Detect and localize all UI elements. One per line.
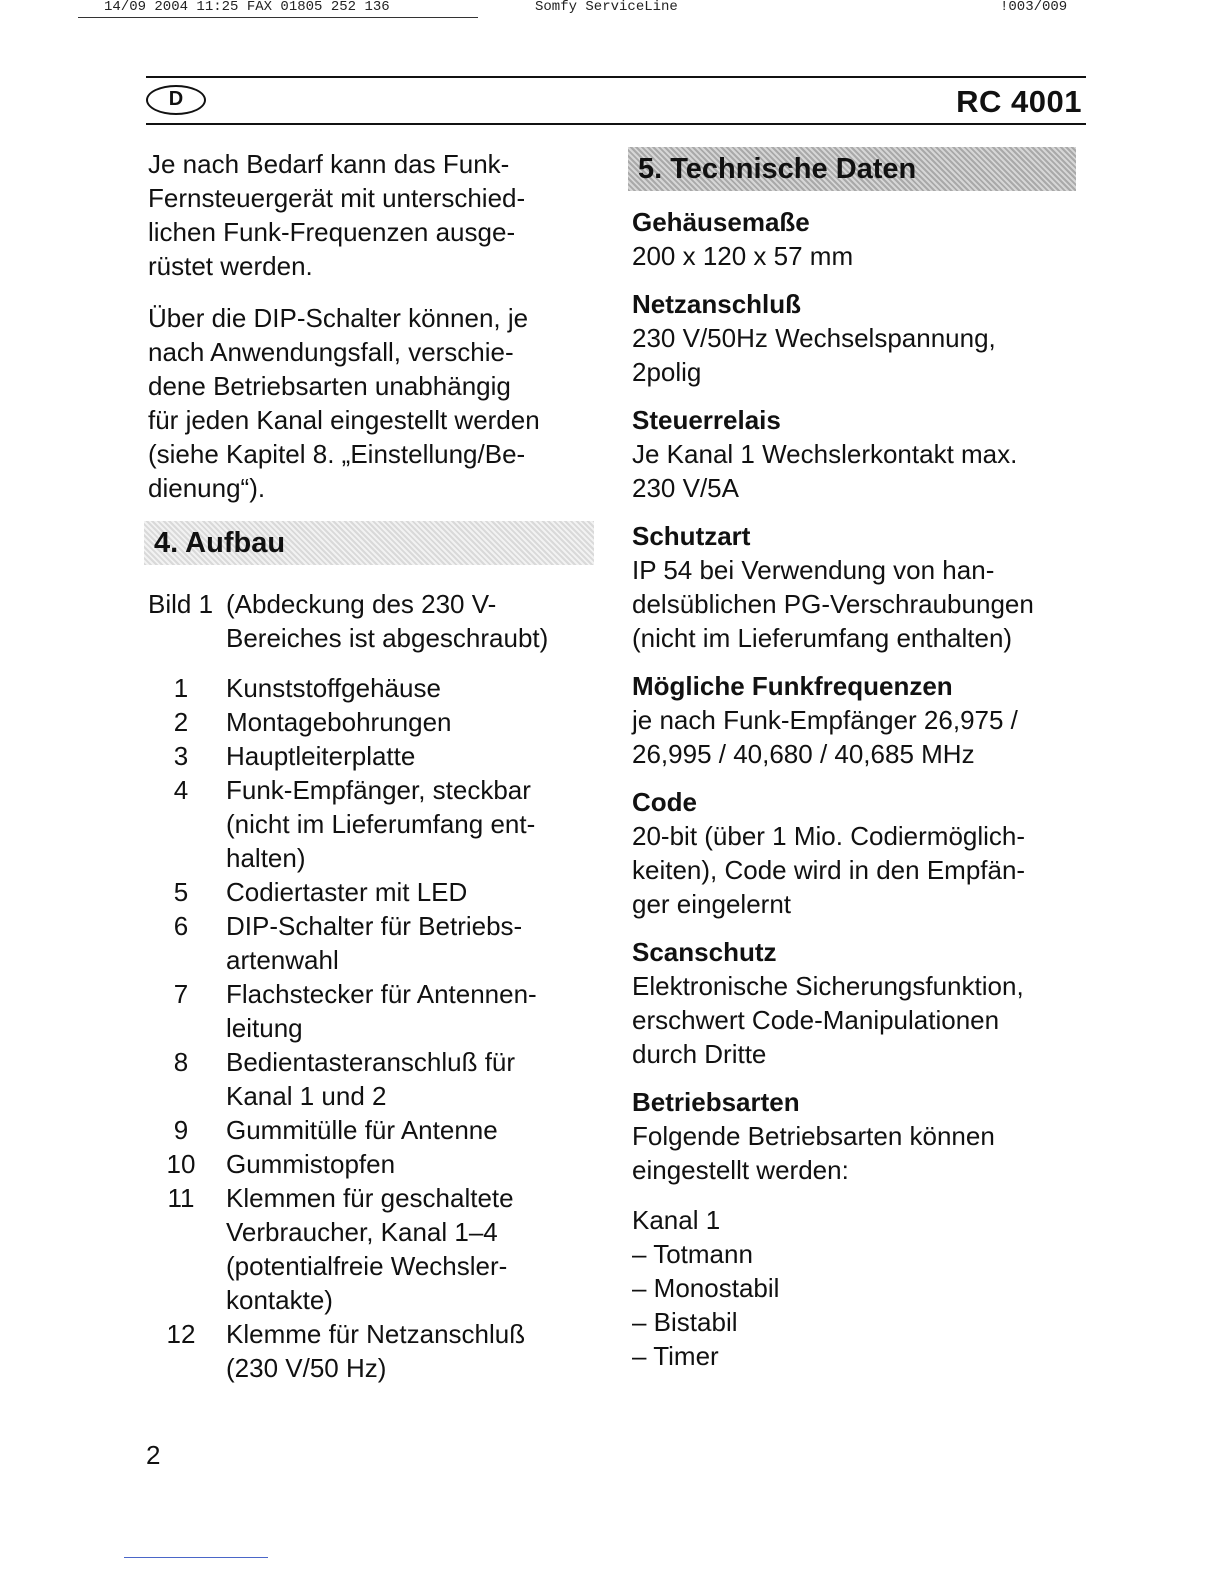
list-item bbox=[148, 705, 608, 739]
channel-label: Kanal 1 bbox=[632, 1205, 721, 1235]
page-number: 2 bbox=[146, 1440, 161, 1470]
spec-block bbox=[632, 785, 1092, 921]
part-number: 11 bbox=[167, 1183, 195, 1213]
operating-modes bbox=[632, 1203, 1092, 1373]
header-top-rule bbox=[146, 76, 1086, 78]
spec-text: Je Kanal 1 Wechslerkontakt max. 230 V/5A bbox=[632, 439, 1018, 503]
part-number: 9 bbox=[173, 1115, 189, 1145]
spec-title: Steuerrelais bbox=[632, 405, 781, 435]
spec-text: 20-bit (über 1 Mio. Codiermöglich- keiten), Code wird in den Empfän- ger eingelernt bbox=[632, 821, 1026, 919]
mode-item: – Bistabil bbox=[632, 1307, 738, 1337]
part-text: Klemmen für geschaltete Verbraucher, Kanal 1–4 (potentialfreie Wechsler- kontakte) bbox=[226, 1183, 514, 1315]
part-text: Hauptleiterplatte bbox=[226, 741, 416, 771]
spec-block bbox=[632, 287, 1092, 389]
list-item bbox=[148, 1181, 608, 1317]
spec-title: Scanschutz bbox=[632, 937, 777, 967]
spec-block bbox=[632, 403, 1092, 505]
figure-caption-text: (Abdeckung des 230 V- Bereiches ist abgeschraubt) bbox=[226, 589, 549, 653]
part-number: 12 bbox=[166, 1319, 196, 1349]
section-heading-aufbau: 4. Aufbau bbox=[144, 521, 594, 565]
part-number: 10 bbox=[166, 1149, 196, 1179]
mode-item: – Totmann bbox=[632, 1239, 753, 1269]
footer-rule bbox=[124, 1557, 268, 1558]
spec-block bbox=[632, 1085, 1092, 1187]
mode-item: – Timer bbox=[632, 1341, 719, 1371]
list-item bbox=[148, 1045, 608, 1113]
model-title: RC 4001 bbox=[956, 84, 1082, 119]
spec-title: Gehäusemaße bbox=[632, 207, 810, 237]
header-bottom-rule bbox=[146, 123, 1086, 125]
part-text: Klemme für Netzanschluß (230 V/50 Hz) bbox=[226, 1319, 526, 1383]
list-item bbox=[148, 977, 608, 1045]
part-text: Funk-Empfänger, steckbar (nicht im Lieferumfang ent- halten) bbox=[226, 775, 536, 873]
part-number: 8 bbox=[173, 1047, 189, 1077]
spec-text: Elektronische Sicherungsfunktion, erschwert Code-Manipulationen durch Dritte bbox=[632, 971, 1024, 1069]
list-item bbox=[148, 773, 608, 875]
list-item bbox=[148, 909, 608, 977]
part-number: 5 bbox=[173, 877, 189, 907]
fax-header bbox=[0, 0, 1224, 14]
list-item bbox=[148, 671, 608, 705]
spec-title: Schutzart bbox=[632, 521, 751, 551]
part-number: 7 bbox=[173, 979, 189, 1009]
part-number: 2 bbox=[173, 707, 189, 737]
part-text: DIP-Schalter für Betriebs- artenwahl bbox=[226, 911, 523, 975]
parts-list bbox=[148, 671, 608, 1385]
spec-text: 230 V/50Hz Wechselspannung, 2polig bbox=[632, 323, 996, 387]
section-heading-technische-daten: 5. Technische Daten bbox=[628, 147, 1076, 191]
part-text: Bedientasteranschluß für Kanal 1 und 2 bbox=[226, 1047, 516, 1111]
part-number: 6 bbox=[173, 911, 189, 941]
part-text: Codiertaster mit LED bbox=[226, 877, 468, 907]
intro-paragraph-2: Über die DIP-Schalter können, je nach Anwendungsfall, verschie- dene Betriebsarten unabhängig für jeden Kanal eingestellt werden (siehe Kapitel 8. „Einstellung/Be- dienung“). bbox=[148, 303, 540, 503]
spec-text: Folgende Betriebsarten können eingestellt werden: bbox=[632, 1121, 995, 1185]
list-item bbox=[148, 739, 608, 773]
fax-timestamp-number: 14/09 2004 11:25 FAX 01805 252 136 bbox=[104, 0, 390, 15]
intro-paragraph-1: Je nach Bedarf kann das Funk- Fernsteuergerät mit unterschied- lichen Funk-Frequenzen ausge- rüstet werden. bbox=[148, 149, 526, 281]
fax-divider bbox=[78, 17, 478, 18]
part-number: 3 bbox=[173, 741, 189, 771]
fax-page-counter: ǃ003/009 bbox=[1000, 0, 1068, 15]
language-badge: D bbox=[146, 85, 206, 115]
spec-title: Betriebsarten bbox=[632, 1087, 800, 1117]
figure-label: Bild 1 bbox=[148, 589, 214, 619]
part-text: Gummitülle für Antenne bbox=[226, 1115, 498, 1145]
mode-item: – Monostabil bbox=[632, 1273, 780, 1303]
spec-title: Netzanschluß bbox=[632, 289, 802, 319]
list-item bbox=[148, 1147, 608, 1181]
figure-caption bbox=[148, 587, 608, 655]
list-item bbox=[148, 1113, 608, 1147]
spec-block bbox=[632, 669, 1092, 771]
list-item bbox=[148, 875, 608, 909]
spec-text: 200 x 120 x 57 mm bbox=[632, 241, 854, 271]
fax-sender: Somfy ServiceLine bbox=[535, 0, 678, 15]
part-text: Flachstecker für Antennen- leitung bbox=[226, 979, 537, 1043]
part-text: Gummistopfen bbox=[226, 1149, 396, 1179]
spec-title: Mögliche Funkfrequenzen bbox=[632, 671, 953, 701]
spec-block bbox=[632, 935, 1092, 1071]
list-item bbox=[148, 1317, 608, 1385]
spec-title: Code bbox=[632, 787, 697, 817]
part-text: Montagebohrungen bbox=[226, 707, 452, 737]
part-text: Kunststoffgehäuse bbox=[226, 673, 441, 703]
spec-block bbox=[632, 519, 1092, 655]
part-number: 1 bbox=[173, 673, 189, 703]
left-column bbox=[148, 147, 608, 1385]
right-column bbox=[632, 147, 1092, 1373]
spec-text: IP 54 bei Verwendung von han- delsüblichen PG-Verschraubungen (nicht im Lieferumfang enthalten) bbox=[632, 555, 1034, 653]
spec-block bbox=[632, 205, 1092, 273]
spec-text: je nach Funk-Empfänger 26,975 / 26,995 / 40,680 / 40,685 MHz bbox=[632, 705, 1018, 769]
part-number: 4 bbox=[173, 775, 189, 805]
